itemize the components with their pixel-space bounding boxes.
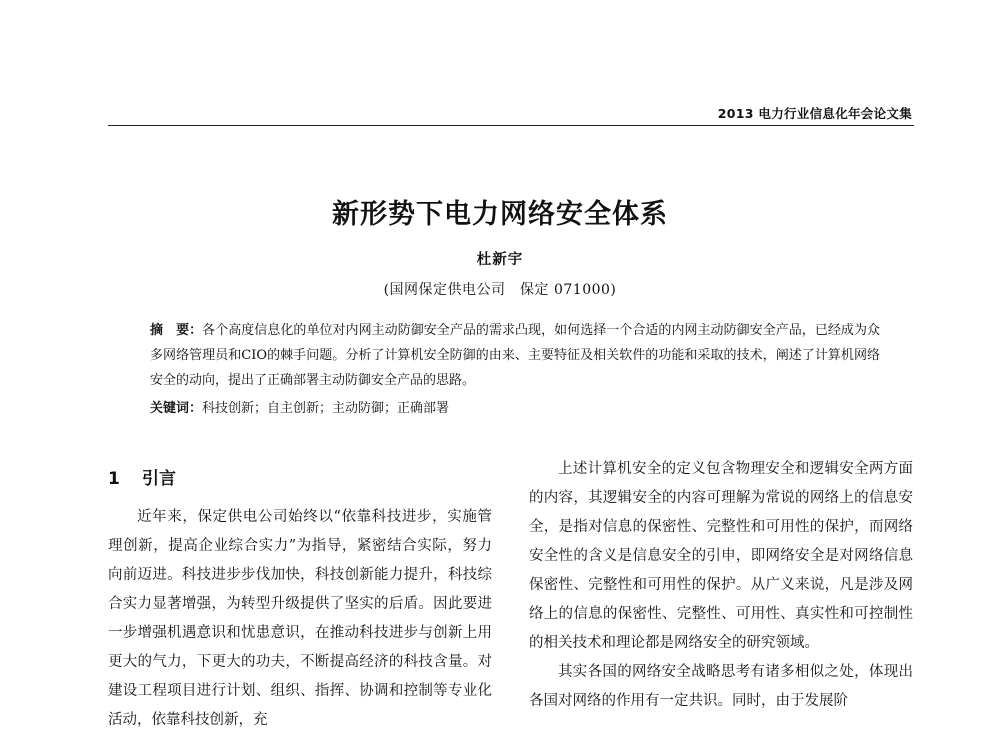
keywords-text: 科技创新；自主创新；主动防御；正确部署 — [202, 401, 450, 416]
left-column — [108, 455, 492, 735]
keywords — [150, 396, 880, 421]
abstract — [150, 318, 880, 393]
right-column — [529, 455, 913, 716]
abstract-label: 摘 要： — [150, 323, 203, 338]
paper-title: 新形势下电力网络安全体系 — [332, 199, 668, 230]
section-title: 引言 — [142, 469, 176, 489]
body-paragraph: 其实各国的网络安全战略思考有诸多相似之处，体现出各国对网络的作用有一定共识。同时，由于发展阶 — [529, 664, 913, 709]
author-affiliation: (国网保定供电公司 保定 071000) — [383, 282, 617, 298]
section-number: 1 — [108, 469, 120, 489]
section-heading — [108, 455, 492, 495]
keywords-label: 关键词： — [150, 401, 203, 416]
header-rule — [108, 125, 914, 126]
body-paragraph: 上述计算机安全的定义包含物理安全和逻辑安全两方面的内容，其逻辑安全的内容可理解为常说的网络上的信息安全，是指对信息的保密性、完整性和可用性的保护，而网络安全性的含义是信息安全的引申，即网络安全是对网络信息保密性、完整性和可用性的保护。从广义来说，凡是涉及网络上的信息的保密性、完整性、可用性、真实性和可控制性的相关技术和理论都是网络安全的研究领域。 — [529, 461, 913, 651]
body-paragraph: 近年来，保定供电公司始终以“依靠科技进步，实施管理创新，提高企业综合实力”为指导，紧密结合实际，努力向前迈进。科技进步步伐加快，科技创新能力提升，科技综合实力显著增强，为转型升级提供了坚实的后盾。因此要进一步增强机遇意识和忧患意识，在推动科技进步与创新上用更大的气力，下更大的功夫，不断提高经济的科技含量。对建设工程项目进行计划、组织、指挥、协调和控制等专业化活动，依靠科技创新，充 — [108, 509, 492, 728]
author-name: 杜新宇 — [476, 252, 524, 268]
abstract-text: 各个高度信息化的单位对内网主动防御安全产品的需求凸现，如何选择一个合适的内网主动防御安全产品，已经成为众多网络管理员和CIO的棘手问题。分析了计算机安全防御的由来、主要特征及相关软件的功能和采取的技术，阐述了计算机网络安全的动向，提出了正确部署主动防御安全产品的思路。 — [150, 323, 880, 388]
running-header: 2013 电力行业信息化年会论文集 — [717, 106, 912, 121]
